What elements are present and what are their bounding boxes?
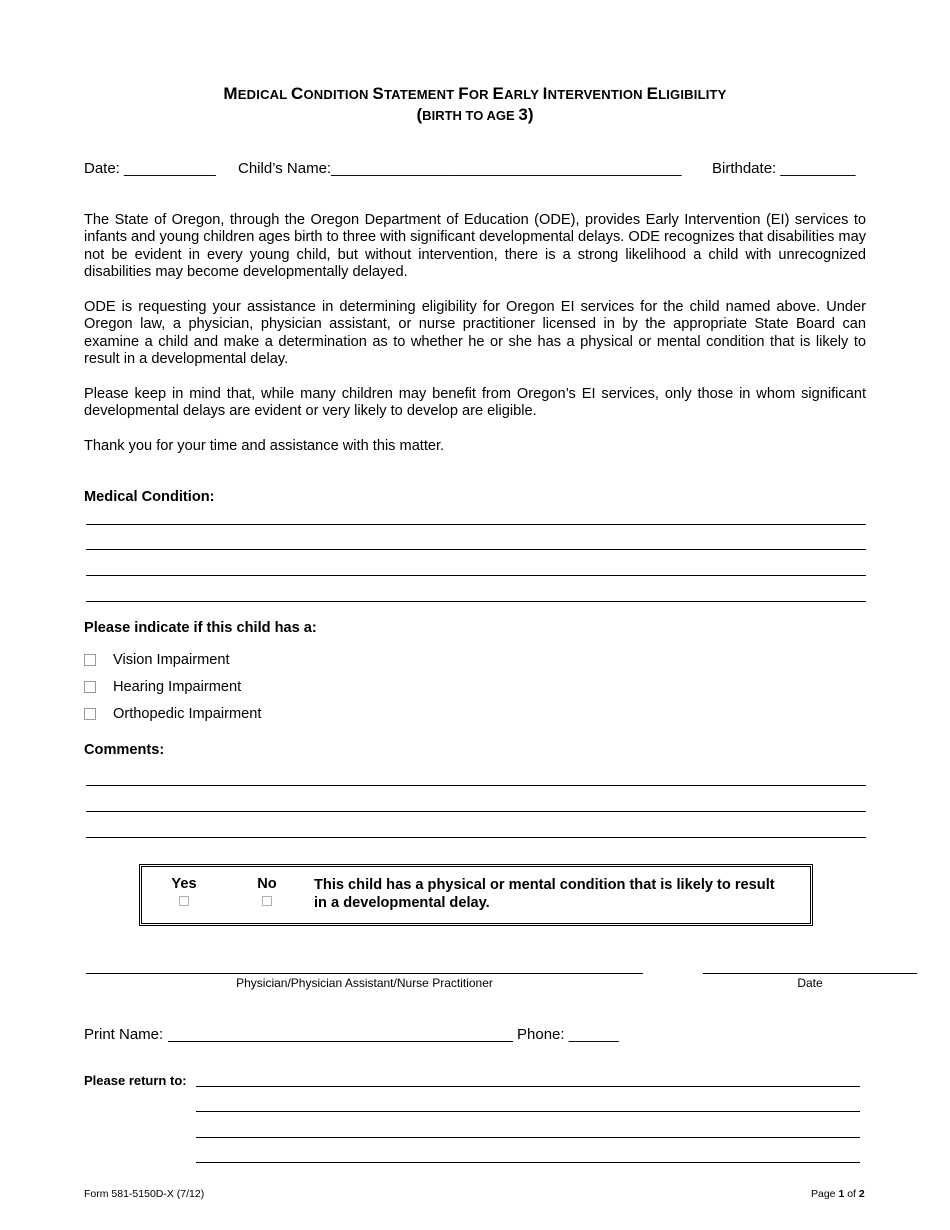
return-to-line-2[interactable] — [196, 1111, 860, 1112]
no-label: No — [257, 876, 277, 892]
form-number: Form 581-5150D-X (7/12) — [84, 1188, 205, 1200]
page-total: 2 — [858, 1188, 865, 1200]
date-label: Date: — [84, 160, 120, 177]
phone-blank: ______ — [568, 1026, 619, 1043]
intro-paragraph-3: Please keep in mind that, while many children may benefit from Oregon’s EI services, only those in whom significant developmental delays are evident or very likely to develop are eligible. — [84, 386, 866, 420]
phone-label: Phone: — [517, 1026, 565, 1043]
option-hearing[interactable] — [84, 679, 241, 695]
yes-label: Yes — [171, 876, 197, 892]
medical-condition-line-1[interactable] — [86, 524, 866, 525]
orthopedic-label: Orthopedic Impairment — [113, 706, 262, 722]
medical-condition-label: Medical Condition: — [84, 489, 215, 505]
date-field[interactable] — [84, 160, 216, 177]
return-to-line-3[interactable] — [196, 1137, 860, 1138]
date-blank: ___________ — [124, 160, 216, 177]
intro-paragraph-2: ODE is requesting your assistance in determining eligibility for Oregon EI services for the child named above. Under Oregon law, a physician, physician assistant, or nurse practitioner licensed in by the appropriate State Board can examine a child and make a determination as to whether he or she has a physical or mental condition that is likely to result in a developmental delay. — [84, 299, 866, 367]
signature-date-label: Date — [797, 976, 823, 990]
orthopedic-checkbox[interactable] — [84, 708, 96, 720]
comments-line-2[interactable] — [86, 811, 866, 812]
option-orthopedic[interactable] — [84, 706, 261, 722]
birthdate-field[interactable] — [712, 160, 855, 177]
option-vision[interactable] — [84, 652, 230, 668]
vision-label: Vision Impairment — [113, 652, 230, 668]
print-name-line[interactable] — [168, 1041, 513, 1042]
medical-condition-line-4[interactable] — [86, 601, 866, 602]
signer-label: Physician/Physician Assistant/Nurse Practitioner — [236, 976, 493, 990]
comments-line-3[interactable] — [86, 837, 866, 838]
medical-condition-line-3[interactable] — [86, 575, 866, 576]
form-title: MEDICAL CONDITION STATEMENT FOR EARLY INTERVENTION ELIGIBILITY — [223, 84, 727, 103]
hearing-checkbox[interactable] — [84, 681, 96, 693]
yes-option[interactable] — [164, 876, 204, 906]
intro-paragraph-1: The State of Oregon, through the Oregon Department of Education (ODE), provides Early Intervention (EI) services to infants and young children ages birth to three with significant developmental delays. ODE recognizes that disabilities may not be evident in every young child, but without intervention, there is a strong likelihood a child with unrecognized disabilities may become developmentally delayed. — [84, 212, 867, 280]
return-to-line-1[interactable] — [196, 1086, 860, 1087]
signature-date-line[interactable] — [703, 973, 917, 974]
page-current: 1 — [838, 1188, 845, 1200]
signature-line[interactable] — [86, 973, 643, 974]
child-name-field[interactable] — [238, 160, 681, 177]
intro-paragraph-4: Thank you for your time and assistance with this matter. — [84, 438, 445, 454]
hearing-label: Hearing Impairment — [113, 679, 242, 695]
return-to-label: Please return to: — [84, 1073, 187, 1088]
vision-checkbox[interactable] — [84, 654, 96, 666]
birthdate-blank: _________ — [780, 160, 856, 177]
comments-label: Comments: — [84, 742, 165, 758]
phone-field[interactable] — [517, 1026, 619, 1043]
no-option[interactable] — [247, 876, 287, 906]
determination-box — [139, 864, 813, 926]
print-name-label: Print Name: — [84, 1026, 164, 1043]
page-number — [811, 1188, 865, 1200]
return-to-line-4[interactable] — [196, 1162, 860, 1163]
no-checkbox[interactable] — [262, 896, 272, 906]
page-of: of — [844, 1188, 859, 1200]
indicate-label: Please indicate if this child has a: — [84, 620, 317, 636]
determination-statement: This child has a physical or mental condition that is likely to result in a developmental delay. — [314, 877, 775, 911]
comments-line-1[interactable] — [86, 785, 866, 786]
birthdate-label: Birthdate: — [712, 160, 777, 177]
child-name-label: Child’s Name: — [238, 160, 332, 177]
form-subtitle: (BIRTH TO AGE 3) — [416, 105, 534, 124]
page-prefix: Page — [811, 1188, 839, 1200]
yes-checkbox[interactable] — [179, 896, 189, 906]
medical-condition-line-2[interactable] — [86, 549, 866, 550]
child-name-blank: __________________________________________ — [331, 160, 682, 177]
